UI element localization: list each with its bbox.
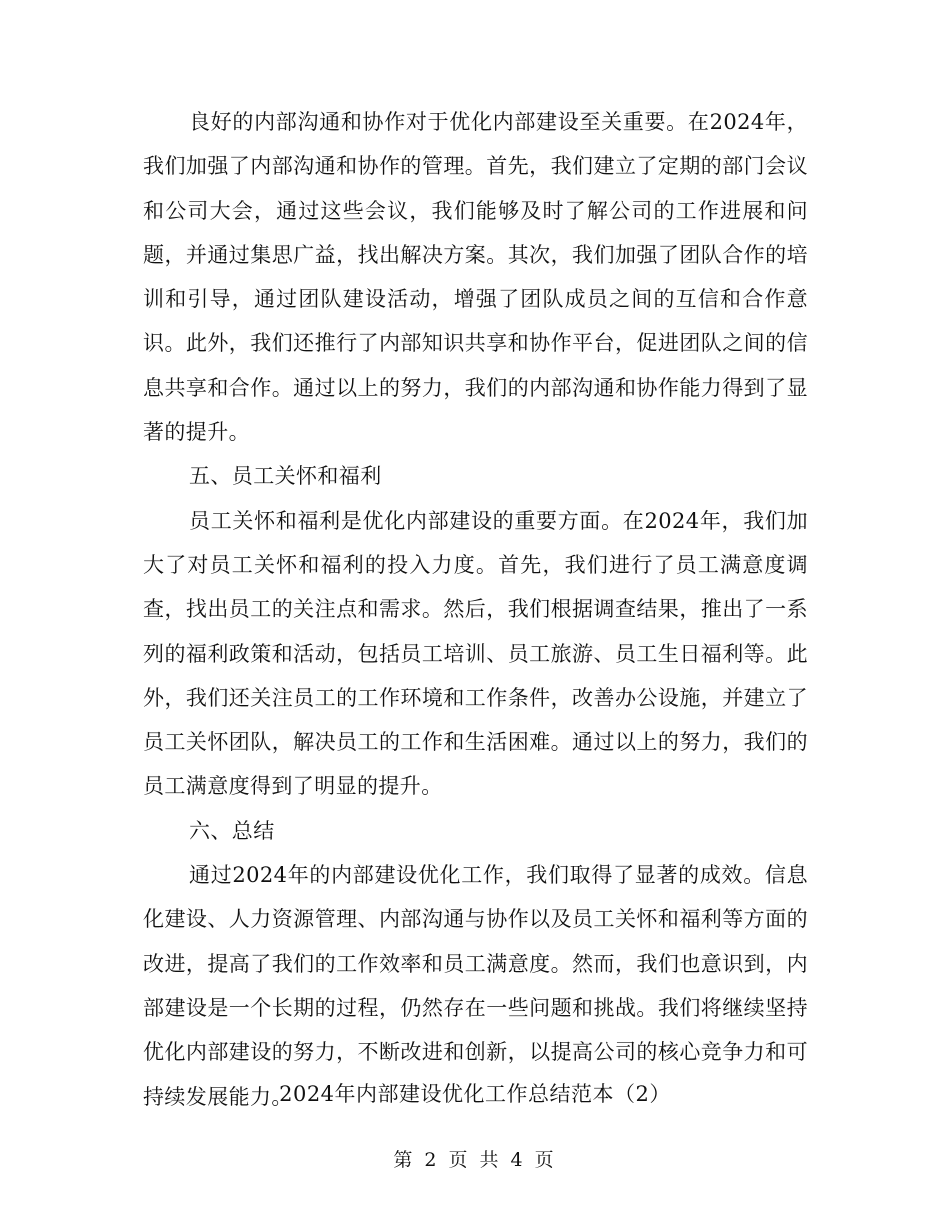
section-heading-summary: 六、总结 (189, 818, 275, 843)
paragraph-summary: 通过2024年的内部建设优化工作，我们取得了显著的成效。信息化建设、人力资源管理、内部沟通与协作以及员工关怀和福利等方面的改进，提高了我们的工作效率和员工满意度。然而，我们也意识到，内部建设是一个长期的过程，仍然存在一些问题和挑战。我们将继续坚持优化内部建设的努力，不断改进和创新，以提高公司的核心竞争力和可持续发展能力。 (143, 863, 808, 1109)
document-body (143, 100, 808, 1119)
section-heading-employee-care: 五、员工关怀和福利 (189, 464, 382, 489)
paragraph-communication: 良好的内部沟通和协作对于优化内部建设至关重要。在2024年，我们加强了内部沟通和协作的管理。首先，我们建立了定期的部门会议和公司大会，通过这些会议，我们能够及时了解公司的工作进展和问题，并通过集思广益，找出解决方案。其次，我们加强了团队合作的培训和引导，通过团队建设活动，增强了团队成员之间的互信和合作意识。此外，我们还推行了内部知识共享和协作平台，促进团队之间的信息共享和合作。通过以上的努力，我们的内部沟通和协作能力得到了显著的提升。 (143, 110, 808, 445)
document-title: 2024年内部建设优化工作总结范本（2） (279, 1082, 671, 1106)
page-footer: 第 2 页 共 4 页 (393, 1149, 557, 1171)
paragraph-employee-care: 员工关怀和福利是优化内部建设的重要方面。在2024年，我们加大了对员工关怀和福利的投入力度。首先，我们进行了员工满意度调查，找出员工的关注点和需求。然后，我们根据调查结果，推出了一系列的福利政策和活动，包括员工培训、员工旅游、员工生日福利等。此外，我们还关注员工的工作环境和工作条件，改善办公设施，并建立了员工关怀团队，解决员工的工作和生活困难。通过以上的努力，我们的员工满意度得到了明显的提升。 (143, 508, 808, 799)
